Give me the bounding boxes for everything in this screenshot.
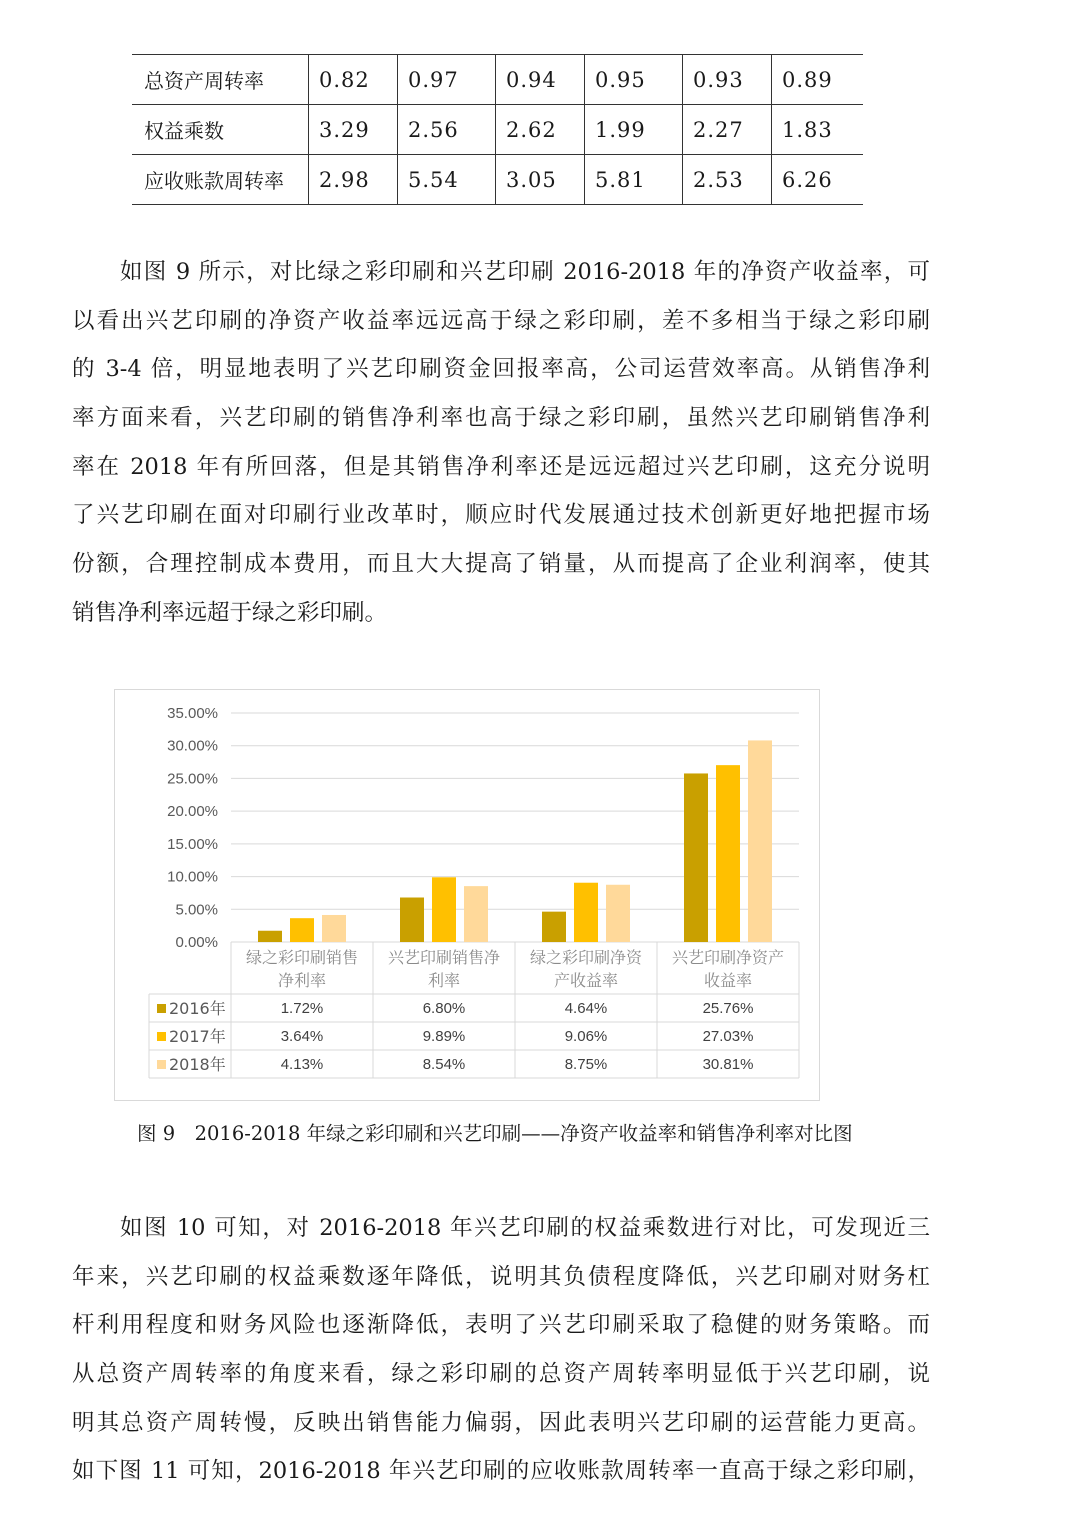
table-cell: 0.82 <box>309 55 398 105</box>
table-cell: 3.29 <box>309 105 398 155</box>
table-row <box>132 155 863 205</box>
table-row <box>132 55 863 105</box>
text-line: 以看出兴艺印刷的净资产收益率远远高于绿之彩印刷，差不多相当于绿之彩印刷 <box>72 307 930 334</box>
text-line: 的 3-4 倍，明显地表明了兴艺印刷资金回报率高，公司运营效率高。从销售净利 <box>72 356 930 383</box>
table-cell: 5.54 <box>398 155 496 205</box>
bar <box>322 915 346 942</box>
data-label: 3.64% <box>280 1028 324 1045</box>
table-cell: 2.27 <box>683 105 772 155</box>
text-line: 份额，合理控制成本费用，而且大大提高了销量，从而提高了企业利润率，使其 <box>72 551 930 578</box>
row-label: 权益乘数 <box>132 105 309 155</box>
figure-9-chart <box>114 689 820 1101</box>
category-label: 收益率 <box>703 971 753 990</box>
legend-label: 2017年 <box>169 1027 226 1046</box>
y-tick-label: 5.00% <box>175 901 218 919</box>
bar <box>290 918 314 942</box>
legend-label: 2018年 <box>169 1055 226 1074</box>
text-line: 了兴艺印刷在面对印刷行业改革时，顺应时代发展通过技术创新更好地把握市场 <box>72 502 930 529</box>
text-line: 明其总资产周转慢，反映出销售能力偏弱，因此表明兴艺印刷的运营能力更高。 <box>72 1409 930 1436</box>
paragraph-equity-multiplier-analysis <box>72 1204 930 1496</box>
data-label: 4.13% <box>280 1056 324 1073</box>
y-tick-label: 25.00% <box>167 770 218 788</box>
text-line: 如图 10 可知，对 2016-2018 年兴艺印刷的权益乘数进行对比，可发现近三 <box>120 1215 930 1241</box>
bar <box>716 765 740 942</box>
bar <box>606 885 630 942</box>
legend-label: 2016年 <box>169 999 226 1018</box>
data-label: 8.54% <box>422 1056 466 1073</box>
table-cell: 0.89 <box>772 55 864 105</box>
y-tick-label: 30.00% <box>167 737 218 755</box>
figure-9-caption: 图 9 2016-2018 年绿之彩印刷和兴艺印刷——净资产收益率和销售净利率对比图 <box>137 1122 853 1145</box>
table-cell: 0.94 <box>496 55 585 105</box>
data-label: 8.75% <box>564 1056 608 1073</box>
text-line: 如图 9 所示，对比绿之彩印刷和兴艺印刷 2016-2018 年的净资产收益率，可 <box>120 259 930 285</box>
y-tick-label: 10.00% <box>167 868 218 886</box>
row-label: 总资产周转率 <box>132 55 309 105</box>
category-label: 绿之彩印刷净资 <box>529 948 643 967</box>
ratio-table-body <box>132 55 863 205</box>
category-label: 利率 <box>427 971 461 990</box>
bar <box>400 898 424 942</box>
category-label: 绿之彩印刷销售 <box>245 948 359 967</box>
text-line: 从总资产周转率的角度来看，绿之彩印刷的总资产周转率明显低于兴艺印刷，说 <box>72 1361 930 1388</box>
data-label: 30.81% <box>702 1056 754 1073</box>
y-tick-label: 0.00% <box>175 934 218 951</box>
legend-swatch <box>157 1060 166 1069</box>
table-cell: 2.56 <box>398 105 496 155</box>
bar <box>432 877 456 942</box>
data-label: 6.80% <box>422 1000 466 1017</box>
table-cell: 0.97 <box>398 55 496 105</box>
bar <box>464 886 488 942</box>
text-line: 年来，兴艺印刷的权益乘数逐年降低，说明其负债程度降低，兴艺印刷对财务杠 <box>72 1263 930 1290</box>
table-cell: 3.05 <box>496 155 585 205</box>
text-line: 率方面来看，兴艺印刷的销售净利率也高于绿之彩印刷，虽然兴艺印刷销售净利 <box>72 405 930 432</box>
category-label: 兴艺印刷净资产 <box>671 948 785 967</box>
bar <box>258 931 282 942</box>
table-cell: 2.98 <box>309 155 398 205</box>
data-label: 27.03% <box>702 1028 754 1045</box>
data-label: 9.06% <box>564 1028 608 1045</box>
table-cell: 0.93 <box>683 55 772 105</box>
row-label: 应收账款周转率 <box>132 155 309 205</box>
bar <box>542 912 566 942</box>
table-cell: 5.81 <box>585 155 683 205</box>
bar <box>748 740 772 942</box>
text-line: 如下图 11 可知，2016-2018 年兴艺印刷的应收账款周转率一直高于绿之彩印刷， <box>72 1458 930 1485</box>
data-label: 1.72% <box>280 1000 324 1017</box>
y-tick-label: 20.00% <box>167 803 218 821</box>
category-label: 产收益率 <box>553 971 619 990</box>
data-label: 4.64% <box>564 1000 608 1017</box>
y-tick-label: 15.00% <box>167 835 218 853</box>
legend-swatch <box>157 1032 166 1041</box>
table-cell: 0.95 <box>585 55 683 105</box>
table-cell: 6.26 <box>772 155 864 205</box>
legend-swatch <box>157 1004 166 1013</box>
table-cell: 1.99 <box>585 105 683 155</box>
ratio-table <box>132 54 863 205</box>
category-label: 兴艺印刷销售净 <box>387 948 501 967</box>
table-cell: 2.53 <box>683 155 772 205</box>
text-line: 率在 2018 年有所回落，但是其销售净利率还是远远超过兴艺印刷，这充分说明 <box>72 453 930 480</box>
data-label: 25.76% <box>702 1000 754 1017</box>
bar <box>684 773 708 942</box>
text-line: 杆利用程度和财务风险也逐渐降低，表明了兴艺印刷采取了稳健的财务策略。而 <box>72 1312 930 1339</box>
table-cell: 1.83 <box>772 105 864 155</box>
category-label: 净利率 <box>277 971 327 990</box>
bar <box>574 883 598 942</box>
bar-chart <box>115 690 821 1102</box>
paragraph-roe-analysis <box>72 248 930 638</box>
table-cell: 2.62 <box>496 105 585 155</box>
text-line: 销售净利率远超于绿之彩印刷。 <box>72 599 388 626</box>
table-row <box>132 105 863 155</box>
y-tick-label: 35.00% <box>167 705 218 722</box>
data-label: 9.89% <box>422 1028 466 1045</box>
